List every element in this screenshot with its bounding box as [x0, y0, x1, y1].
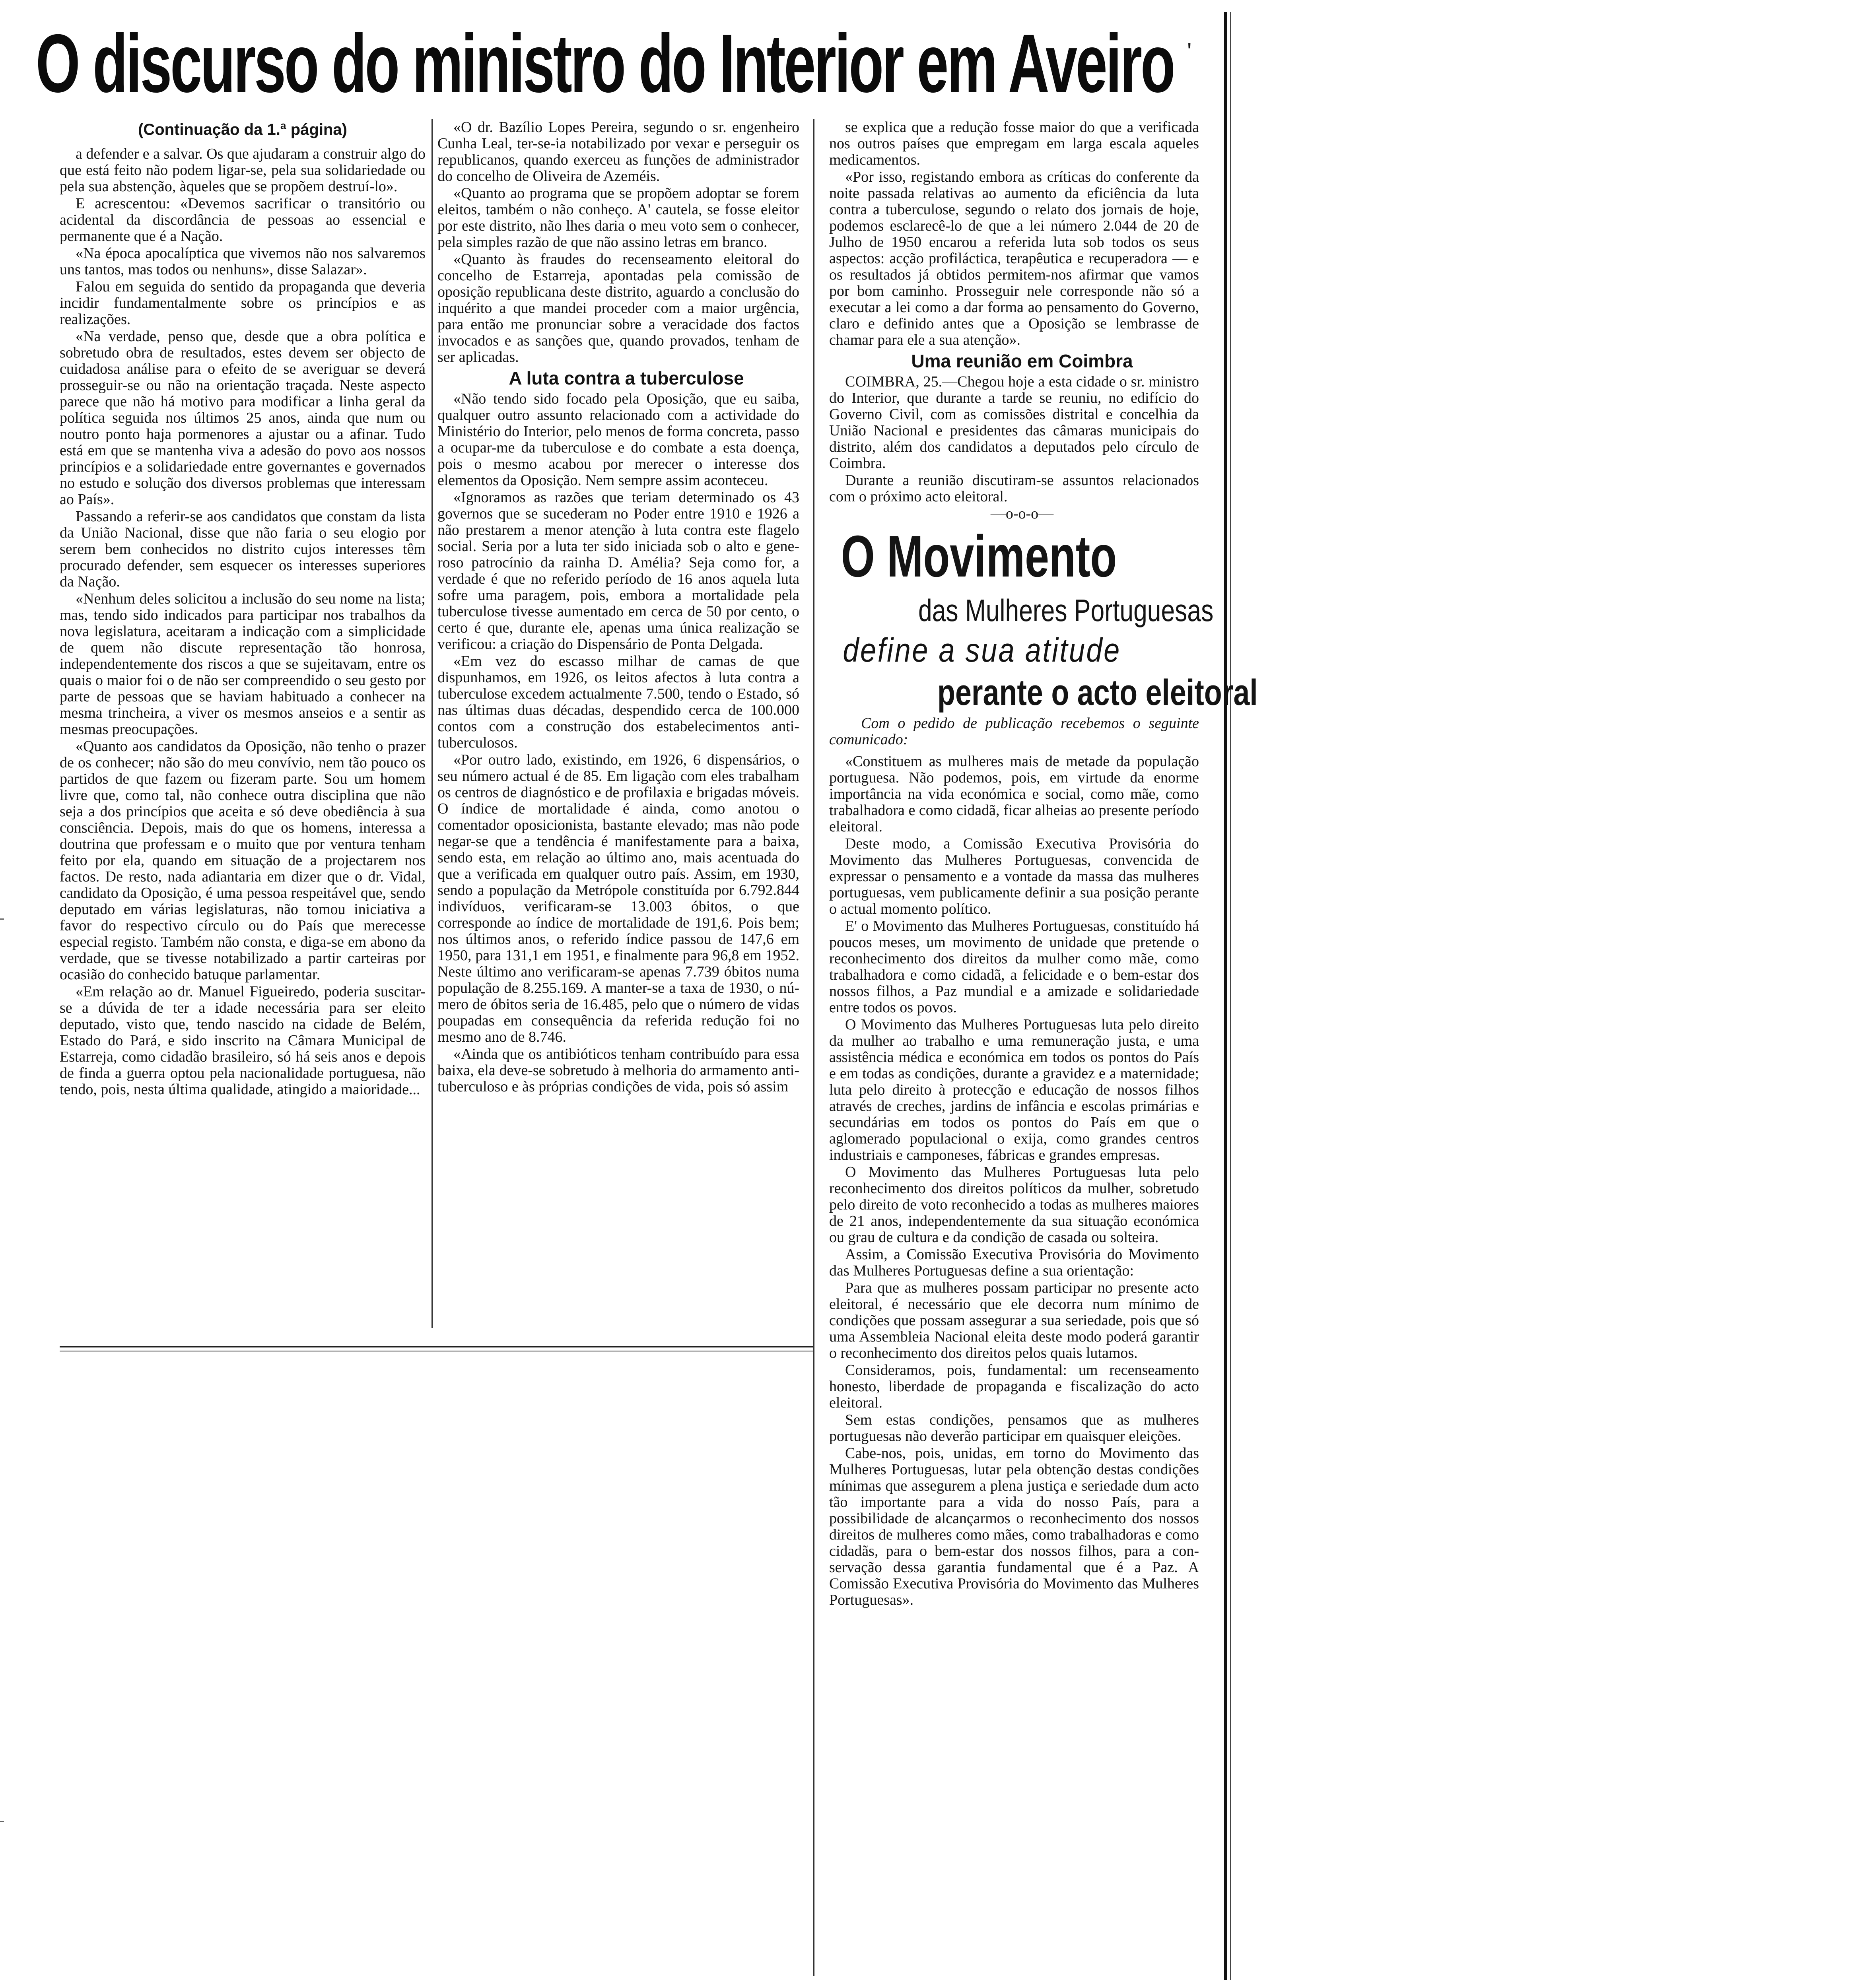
movimento-headline: O Movimento — [841, 524, 1117, 589]
subheading-tuberculose: A luta contra a tuberculose — [509, 368, 744, 388]
paragraph: COIMBRA, 25.—Chegou hoje a esta cidade o sr. ministro do Interior, que durante a tarde se reuniu, no edifício do Governo Civil, com as comissões distrital e concelhia da União Nacional e presidentes das câmaras municipais do distrito, além dos candidatos a deputados pelo círculo de Coimbra. — [829, 373, 1199, 472]
paragraph: Falou em seguida do sentido da propaganda que deveria incidir fundamentalmente sobre os princípios e as realizações. — [60, 278, 426, 328]
paragraph: «Na época apocalíptica que vivemos não nos salvaremos uns tantos, mas todos ou nenhuns», disse Salazar». — [60, 245, 426, 278]
paragraph: Passando a referir-se aos candidatos que constam da lista da União Nacional, disse que não faria o seu elogio por serem bem conhecidos no distrito cujos interesses têm procurado defender, sem esquecer os interesses superiores da Nação. — [60, 508, 426, 590]
movimento-subheadline: das Mulheres Portuguesas — [918, 593, 1214, 628]
paragraph: Assim, a Comissão Executiva Provisória do Movimento das Mulheres Portuguesas define a sua orientação: — [829, 1246, 1199, 1279]
paragraph: «Não tendo sido focado pela Oposição, que eu saiba, qualquer outro assunto relacionado com a actividade do Ministério do Interior, pelo menos de forma concreta, passo a ocupar-me da tuberculose e do combate a esta doença, pois o mesmo acabou por merecer o interesse dos elementos da Oposição. Nem sempre assim aconteceu. — [437, 390, 799, 489]
paragraph: «O dr. Bazílio Lopes Pereira, segundo o sr. engenheiro Cunha Leal, ter-se-ia notabilizado por vexar e perseguir os republicanos, quando exerceu as funções de administrador do concelho de Oliveira de Azeméis. — [437, 119, 799, 184]
right-border-rule-thin — [1230, 12, 1231, 1980]
paragraph: Durante a reunião discutiram-se assuntos relacionados com o próximo acto eleitoral. — [829, 472, 1199, 505]
paragraph: Deste modo, a Comissão Executiva Provisória do Movimento das Mulheres Portuguesas, convencida de expressar o pensamento e a vontade da massa das mulheres portuguesas, vem publicamente definir a sua posição perante o actual momento político. — [829, 835, 1199, 917]
column-rule-lower — [813, 1328, 814, 1976]
paragraph: «Na verdade, penso que, desde que a obra política e sobretudo obra de resultados, estes devem ser objecto de cuidadosa análise para o efeito de se averiguar se deverá prosseguir-se ou não na orientação traçada. Neste aspecto parece que não há motivo para modificar a linha geral da política seguida nos últimos 25 anos, ainda que num ou noutro ponto haja pormenores a ajustar ou a afinar. Tudo está em que se mantenha viva a adesão do povo aos nossos princípios e a solidariedade entre governantes e governados no estudo e solução dos diversos problemas que interessam ao País». — [60, 328, 426, 508]
paragraph: «Nenhum deles solicitou a inclusão do seu nome na lista; mas, tendo sido indicados para participar nos trabalhos da nova legislatura, aceitaram a indicação com a simplicidade de quem não discute representação tão honrosa, independentemente dos riscos a que se sujeitavam, entre os quais o maior foi o de não ser compreendido o seu gesto por parte de pessoas que se haviam habituado a conhecer na mesma trincheira, a viver os mesmos anseios e a sentir as mesmas preocupações. — [60, 590, 426, 738]
section-divider — [60, 1346, 813, 1347]
paragraph: Sem estas condições, pensamos que as mulheres portuguesas não deverão participar em quaisquer eleições. — [829, 1411, 1199, 1444]
column-1 — [60, 119, 426, 1099]
paragraph: «Constituem as mulheres mais de metade da população portuguesa. Não podemos, pois, em virtude da enorme importância na vida económica e social, como mãe, como trabalhadora e como cidadã, ficar alheias ao presente período eleitoral. — [829, 753, 1199, 835]
paragraph: «Por outro lado, existindo, em 1926, 6 dispensários, o seu número actual é de 85. Em ligação com eles trabalham os centros de diagnóstico e de profilaxia e brigadas móveis. O índice de mortalidade é ainda, como anotou o comentador oposicionista, bastante elevado; mas não pode negar-se que a tendência é manifestamente para a baixa, sendo esta, em relação ao último ano, mais acentuada do que a verificada em qualquer outro país. Assim, em 1930, sendo a população da Metrópole constituída por 6.792.844 indivíduos, verificaram-se 13.003 óbitos, o que corresponde ao índice de mortalidade de 191,6. Pois bem; nos últimos anos, o referido índice passou de 147,6 em 1950, para 131,1 em 1951, e finalmente para 96,8 em 1952. Neste último ano verificaram-se apenas 7.739 óbitos numa população de 8.255.169. A manter-se a taxa de 1930, o número de óbitos seria de 16.485, pelo que o número de vidas poupadas em consequência da referida redução foi no mesmo ano de 8.746. — [437, 751, 799, 1045]
paragraph: Cabe-nos, pois, unidas, em torno do Movimento das Mulheres Portuguesas, lutar pela obtenção destas condições mínimas que assegurem a plena justiça e seriedade dum acto tão importante para a vida do nosso País, para a possibilidade de alcançarmos o reconhecimento dos nossos direitos de mulheres como mães, como trabalhadoras e como cidadãs, para o bem-estar dos nossos filhos, para a conservação dessa garantia fundamental que é a Paz. A Comissão Executiva Provisória do Movimento das Mulheres Portuguesas». — [829, 1445, 1199, 1608]
continuation-note: (Continuação da 1.ª página) — [138, 121, 347, 138]
paragraph: E acrescentou: «Devemos sacrificar o transitório ou acidental da discordância de pessoas ao essencial e permanente que é a Nação. — [60, 195, 426, 245]
paragraph: a defender e a salvar. Os que ajudaram a construir algo do que está feito não podem ligar-se, pela sua solidariedade ou pela sua abstenção, àqueles que se propõem destruí-lo». — [60, 146, 426, 195]
paragraph: «Em relação ao dr. Manuel Figueiredo, poderia suscitar-se a dúvida de ter a idade necessária para ser eleito deputado, visto que, tendo nascido na cidade de Belém, Estado do Pará, e sido inscrito na Câmara Municipal de Estarreja, como cidadão brasileiro, só há seis anos e depois de finda a guerra optou pela nacionalidade portuguesa, não tendo, pois, nesta última qualidade, atingido a maioridade... — [60, 983, 426, 1098]
column-rule — [813, 119, 814, 1360]
paragraph: «Quanto aos candidatos da Oposição, não tenho o prazer de os conhecer; não são do meu convívio, nem tão pouco os partidos de que fazem ou fizeram parte. Sou um homem livre que, como tal, não conhece outra disciplina que não seja a dos princípios que aceita e só deve obediência à sua consciência. Depois, mais do que os homens, interessa a doutrina que professam e o muito que por ventura tenham feito por ela, quando em situação de a projectarem nos factos. De resto, nada adiantaria em dizer que o dr. Vidal, candidato da Oposição, é uma pessoa respeitável que, sendo deputado em várias legislaturas, não tomou iniciativa a favor do respectivo círculo ou do País que merecesse especial registo. Também não consta, e diga-se em abono da verdade, que se tivesse notabilizado a partir carteiras por ocasião do conhecido batuque parlamentar. — [60, 738, 426, 983]
paragraph: «Quanto às fraudes do recenseamento eleitoral do concelho de Estarreja, apontadas pela comissão de oposição republicana deste distrito, aguardo a conclusão do inquérito a que mandei proceder com a maior urgência, para então me pronunciar sobre a veracidade dos factos invocados e as sanções que, quando provados, tenham de ser aplicadas. — [437, 251, 799, 365]
movimento-subheadline-bold: perante o acto eleitoral — [937, 672, 1258, 713]
paragraph: «Em vez do escasso milhar de camas de que dispunhamos, em 1926, os leitos afectos à luta contra a tuberculose excedem actualmente 7.500, tendo o Estado, só nas últimas duas décadas, despendido cerca de 100.000 contos com a construção dos estabelecimentos anti-tuberculosos. — [437, 653, 799, 751]
column-rule — [431, 119, 433, 1328]
separator: —o-o-o— — [990, 505, 1054, 522]
margin-mark — [0, 918, 4, 920]
subheading-coimbra: Uma reunião em Coimbra — [911, 351, 1133, 371]
paragraph: O Movimento das Mulheres Portuguesas luta pelo direito da mulher ao trabalho e uma remuneração justa, e uma assistência médica e económica em todos os pontos do País e em todas as condições, durante a gravidez e a maternidade; luta pelo direito à protecção e educação de nossos filhos através de creches, jardins de infância e escolas primárias e secundárias em todos os pontos do País em que o aglomerado populacional o exija, como grandes centros industriais e camponeses, fábricas e grandes empresas. — [829, 1016, 1199, 1163]
column-2 — [437, 119, 799, 1096]
right-border-rule — [1224, 12, 1227, 1980]
paragraph: «Ainda que os antibióticos tenham contribuído para essa baixa, ela deve-se sobretudo à melhoria do armamento anti-tuberculoso e às próprias condições de vida, pois só assim — [437, 1046, 799, 1095]
margin-mark — [0, 1821, 4, 1822]
headline: O discurso do ministro do Interior em Aveiro — [36, 17, 1174, 110]
movimento-subheadline-italic: define a sua atitude — [843, 631, 1121, 669]
paragraph: E' o Movimento das Mulheres Portuguesas, constituído há poucos meses, um movimento de unidade que pretende o reconhecimento dos direitos da mulher como mãe, como trabalhadora e como cidadã, a felicidade e o bem-estar dos nossos filhos, a Paz mundial e a amizade e solidariedade entre todos os povos. — [829, 918, 1199, 1016]
paragraph: O Movimento das Mulheres Portuguesas luta pelo reconhecimento dos direitos políticos da mulher, sobretudo pelo direito de voto reconhecido a todas as mulheres maiores de 21 anos, independentemente da sua situação económica ou grau de cultura e da condição de casada ou solteira. — [829, 1164, 1199, 1246]
paragraph: «Quanto ao programa que se propõem adoptar se forem eleitos, também o não conheço. A' cautela, se fosse eleitor por este distrito, não lhes daria o meu voto sem o conhecer, pela simples razão de que não assino letras em branco. — [437, 185, 799, 250]
paragraph: «Por isso, registando embora as críticas do conferente da noite passada relativas ao aumento da eficiência da luta contra a tuberculose, segundo o relato dos jornais de hoje, podemos esclarecê-lo de que a lei número 2.044 de 20 de Julho de 1950 encarou a referida luta sob todos os seus aspectos: acção profiláctica, terapêutica e recuperadora — e os resultados já obtidos permitem-nos afirmar que vamos por bom caminho. Prosseguir nele corresponde não só a executar a lei como a dar forma ao pensamento do Governo, claro e definido antes que a Oposição se lembrasse de chamar para ele a sua atenção». — [829, 169, 1199, 348]
paragraph: se explica que a redução fosse maior do que a verificada nos outros países que empregam em larga escala aqueles medicamentos. — [829, 119, 1199, 168]
movimento-intro: Com o pedido de publicação recebemos o seguinte comunicado: — [829, 715, 1199, 748]
column-3 — [829, 119, 1258, 1609]
stray-mark: ' — [1187, 38, 1192, 65]
paragraph: «Ignoramos as razões que teriam determinado os 43 governos que se sucederam no Poder entre 1910 e 1926 a não prestarem a menor atenção à luta contra este flagelo social. Seria por a luta ter sido iniciada sob o alto e generoso patrocínio da rainha D. Amélia? Seja como for, a verdade é que no referido período de 16 anos aquela luta sofre uma paragem, pois, embora a mortalidade pela tuberculose tivesse aumentado em cerca de 50 por cento, o certo é que, durante ele, apenas uma única realização se verificou: a criação do Dispensário de Ponta Delgada. — [437, 489, 799, 652]
paragraph: Consideramos, pois, fundamental: um recenseamento honesto, liberdade de propaganda e fiscalização do acto eleitoral. — [829, 1362, 1199, 1411]
paragraph: Para que as mulheres possam participar no presente acto eleitoral, é necessário que ele decorra num mínimo de condições que possam assegurar a sua seriedade, pois que só uma Assembleia Nacional eleita deste modo poderá garantir o reconhecimento dos direitos pelos quais lutamos. — [829, 1279, 1199, 1361]
